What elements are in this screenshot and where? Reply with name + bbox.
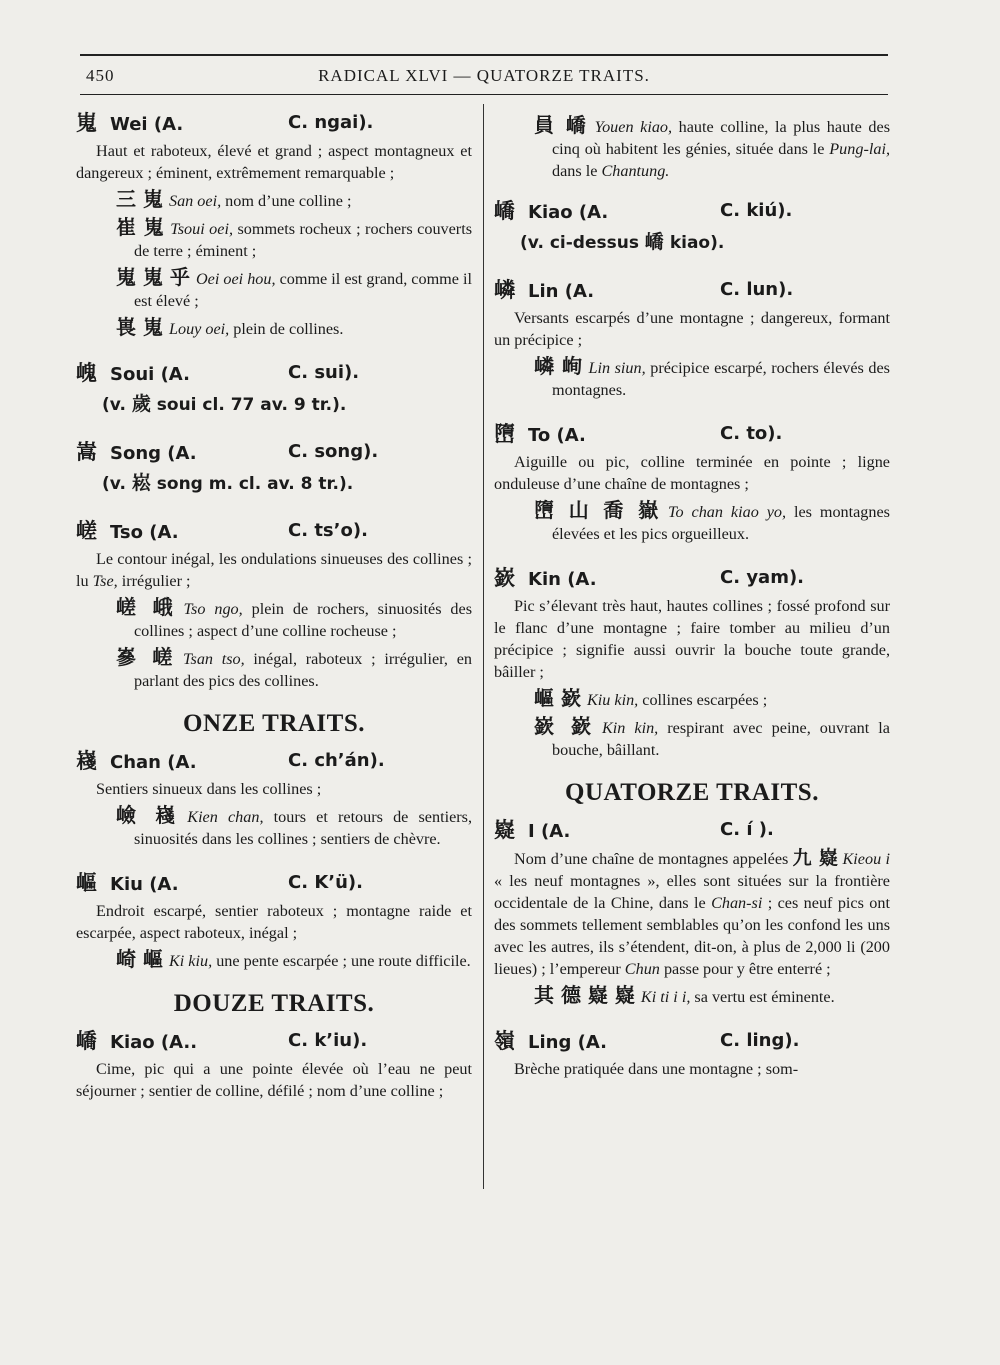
mandarin-reading: Ling (A.	[528, 1032, 607, 1053]
entry-head	[76, 1026, 472, 1058]
headword-character: 嶔	[494, 566, 515, 590]
compound-ki-kiu: 崎 嶇 Ki kiu, une pente escarpée ; une route difficile.	[116, 947, 471, 971]
cantonese-reading: C. ling).	[720, 1030, 800, 1051]
mandarin-reading: I (A.	[528, 821, 571, 842]
entry-definition: Versants escarpés d’une montagne ; dangereux, formant un précipice ;	[494, 309, 890, 349]
mandarin-reading: Kiao (A..	[110, 1032, 198, 1053]
entry-wei	[76, 108, 472, 340]
section-heading-quatorze-traits: QUATORZE TRAITS.	[565, 779, 819, 806]
entry-kiao-right	[494, 196, 890, 257]
top-rule	[80, 54, 888, 56]
compound-san-oei: 三 嵬 San oei, nom d’une colline ;	[116, 187, 352, 211]
entry-definition: Sentiers sinueux dans les collines ;	[96, 780, 322, 798]
entry-definition: Brèche pratiquée dans une montagne ; som-	[514, 1060, 799, 1078]
compound-to-chan-kiao-yo: 嶞 山 喬 嶽 To chan kiao yo, les montagnes élevées et les pics orgueilleux.	[534, 498, 890, 543]
cantonese-reading: C. lun).	[720, 279, 794, 300]
entry-head	[494, 1026, 890, 1058]
entry-head	[494, 419, 890, 451]
mandarin-reading: Soui (A.	[110, 364, 190, 385]
section-heading-douze-traits: DOUZE TRAITS.	[173, 990, 375, 1017]
entry-kiu	[76, 868, 472, 972]
cross-reference: (v. ci-dessus 嶠 kiao).	[520, 231, 725, 253]
entry-kin	[494, 563, 890, 761]
entry-head	[76, 108, 472, 140]
compound-kien-chan: 嶮 嶘 Kien chan, tours et retours de sentiers, sinuosités dans les collines ; sentiers de chèvre.	[116, 803, 473, 848]
entry-head	[494, 196, 890, 228]
cantonese-reading: C. K’ü).	[288, 872, 363, 893]
section-heading-onze-traits: ONZE TRAITS.	[183, 710, 365, 737]
headword-character: 嶺	[494, 1029, 515, 1053]
entry-head	[76, 746, 472, 778]
mandarin-reading: Wei (A.	[110, 114, 184, 135]
cantonese-reading: C. sui).	[288, 362, 360, 383]
compound-tso-ngo: 嵯 峨 Tso ngo, plein de rochers, sinuosités des collines ; aspect d’une colline rocheuse ;	[116, 595, 472, 640]
headword-character: 嶠	[76, 1029, 97, 1053]
entry-song	[76, 437, 472, 498]
headword-character: 嶞	[494, 422, 515, 446]
entry-head	[76, 868, 472, 900]
entry-definition: Nom d’une chaîne de montagnes appelées 九 嶷 Kieou i « les neuf montagnes », elles sont situées sur la frontière occidentale de la Chine, dans le Chan-si ; ces neuf pics ont des sommets tellement semblables qu’on les confond les uns avec les autres, ils s’étendent, dit-on, à plus de 2,000 li (200 lieues) ; l’empereur Chun passe pour y être enterré ;	[494, 847, 890, 978]
cross-reference: (v. 歲 soui cl. 77 av. 9 tr.).	[102, 393, 347, 415]
compound-ki-ti-i-i: 其 德 嶷 嶷 Ki ti i i, sa vertu est éminente.	[534, 983, 835, 1007]
entry-kiao-left	[76, 1026, 472, 1102]
entry-head	[494, 563, 890, 595]
mandarin-reading: Song (A.	[110, 443, 197, 464]
entry-chan	[76, 746, 472, 850]
mandarin-reading: Kin (A.	[528, 569, 597, 590]
mandarin-reading: To (A.	[528, 425, 586, 446]
compound-kiu-kin: 嶇 嶔 Kiu kin, collines escarpées ;	[534, 686, 768, 710]
cantonese-reading: C. í ).	[720, 819, 774, 840]
headword-character: 㟴	[76, 361, 97, 385]
entry-definition: Pic s’élevant très haut, hautes collines ; fossé profond sur le flanc d’une montagne ; faire tomber au milieu d’un précipice ; signifie aussi ouvrir la bouche toute grande, bâiller ;	[494, 597, 890, 681]
compound-lin-siun: 嶙 峋 Lin siun, précipice escarpé, rochers élevés des montagnes.	[534, 354, 890, 399]
headword-character: 嵬	[76, 111, 97, 135]
cantonese-reading: C. song).	[288, 441, 379, 462]
running-title: RADICAL XLVI — QUATORZE TRAITS.	[318, 66, 650, 85]
cantonese-reading: C. yam).	[720, 567, 805, 588]
entry-head	[494, 275, 890, 307]
headword-character: 嶘	[76, 749, 97, 773]
headword-character: 嵯	[76, 519, 97, 543]
right-column	[494, 108, 890, 1098]
entry-soui	[76, 358, 472, 419]
left-column	[76, 108, 472, 1120]
compound-tsan-tso: 嵾 嵯 Tsan tso, inégal, raboteux ; irrégulier, en parlant des pics des collines.	[116, 645, 472, 690]
mandarin-reading: Tso (A.	[110, 522, 179, 543]
entry-to	[494, 419, 890, 545]
entry-head	[76, 358, 472, 390]
compound-tsoui-oei: 崔 嵬 Tsoui oei, sommets rocheux ; rochers couverts de terre ; éminent ;	[116, 215, 472, 260]
mandarin-reading: Kiao (A.	[528, 202, 609, 223]
compound-youen-kiao: 員 嶠 Youen kiao, haute colline, la plus haute des cinq où habitent les génies, située dans le Pung-lai, dans le Chantung.	[534, 113, 890, 180]
entry-lin	[494, 275, 890, 401]
cantonese-reading: C. to).	[720, 423, 783, 444]
page-header	[80, 66, 888, 92]
entry-ling	[494, 1026, 890, 1080]
column-divider	[483, 104, 484, 1189]
entry-head	[494, 815, 890, 847]
entry-definition: Le contour inégal, les ondulations sinueuses des collines ; lu Tse, irrégulier ;	[76, 550, 472, 590]
cantonese-reading: C. k’iu).	[288, 1030, 368, 1051]
headword-character: 嶇	[76, 871, 97, 895]
entry-tso	[76, 516, 472, 692]
entry-head	[76, 437, 472, 469]
entry-i	[494, 815, 890, 1008]
cantonese-reading: C. ngai).	[288, 112, 374, 133]
header-rule	[80, 94, 888, 95]
compound-kin-kin: 嶔 嶔 Kin kin, respirant avec peine, ouvrant la bouche, bâillant.	[534, 714, 890, 759]
headword-character: 嵩	[76, 440, 97, 464]
page-number: 450	[86, 66, 115, 85]
cross-reference: (v. 崧 song m. cl. av. 8 tr.).	[102, 472, 354, 494]
cantonese-reading: C. ch’án).	[288, 750, 385, 771]
mandarin-reading: Kiu (A.	[110, 874, 179, 895]
cantonese-reading: C. kiú).	[720, 200, 793, 221]
entry-definition: Endroit escarpé, sentier raboteux ; montagne raide et escarpée, aspect raboteux, inégal ;	[76, 902, 472, 942]
entry-definition: Aiguille ou pic, colline terminée en pointe ; ligne onduleuse d’une chaîne de montagnes ;	[494, 453, 890, 493]
cantonese-reading: C. ts’o).	[288, 520, 368, 541]
entry-definition: Cime, pic qui a une pointe élevée où l’eau ne peut séjourner ; sentier de colline, défilé ; nom d’une colline ;	[76, 1060, 472, 1100]
entry-definition: Haut et raboteux, élevé et grand ; aspect montagneux et dangereux ; éminent, extrêmement remarquable ;	[76, 142, 472, 182]
entry-head	[76, 516, 472, 548]
headword-character: 嶷	[494, 818, 515, 842]
compound-oei-oei-hou: 嵬 嵬 乎 Oei oei hou, comme il est grand, comme il est élevé ;	[116, 265, 472, 310]
headword-character: 嶠	[494, 199, 515, 223]
compound-louy-oei: 嵔 嵬 Louy oei, plein de collines.	[116, 315, 344, 339]
headword-character: 嶙	[494, 278, 515, 302]
mandarin-reading: Lin (A.	[528, 281, 595, 302]
mandarin-reading: Chan (A.	[110, 752, 197, 773]
